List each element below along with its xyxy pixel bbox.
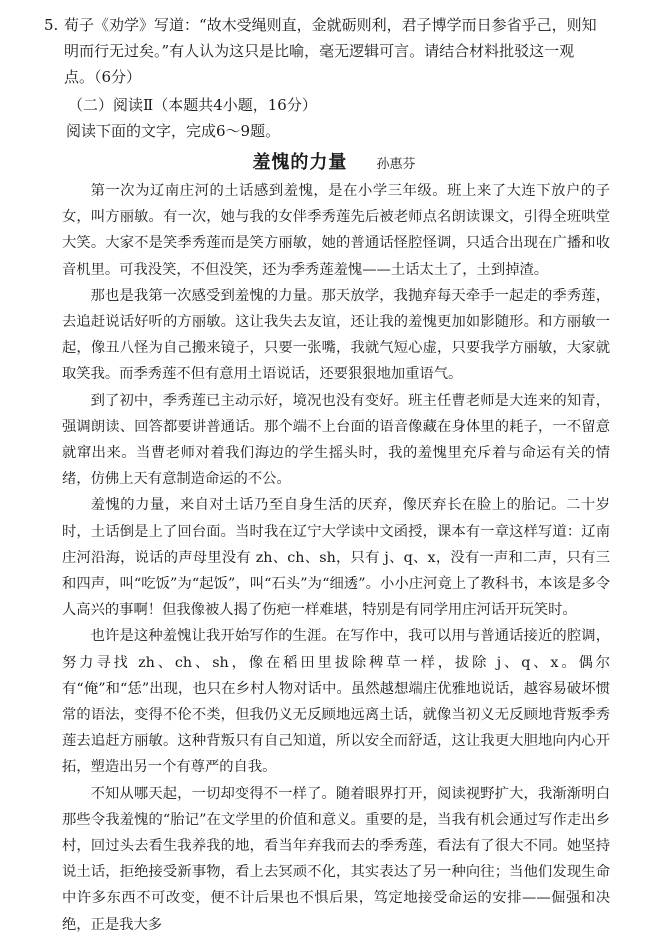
- question-5: [44, 12, 604, 90]
- question-number: 5.: [44, 16, 59, 34]
- article-body: [62, 178, 610, 938]
- article-header: [0, 148, 668, 174]
- paragraph: 也许是这种羞愧让我开始写作的生涯。在写作中，我可以用与普通话接近的腔调，努力寻找 zh、ch、sh，像在稻田里拔除稗草一样，拔除 j、q、x。偶尔有“俺”和“恁”出现，也只在乡村人物对话中。虽然越想端庄优雅地说话，越容易破坏惯常的语法，变得不伦不类，但我仍义无反顾地远离土话，就像当初义无反顾地背叛季秀莲去追赶方丽敏。这种背叛只有自己知道，所以安全而舒适，这让我更大胆地向内心开拓，塑造出另一个有尊严的自我。: [62, 628, 610, 776]
- paragraph: 第一次为辽南庄河的土话感到羞愧，是在小学三年级。班上来了大连下放户的子女，叫方丽敏。有一次，她与我的女伴季秀莲先后被老师点名朗读课文，引得全班哄堂大笑。大家不是笑季秀莲而是笑方丽敏，她的普通话怪腔怪调，只适合出现在广播和收音机里。可我没笑，不但没笑，还为季秀莲羞愧——土话太土了，土到掉渣。: [62, 183, 610, 278]
- question-text: 荀子《劝学》写道：“故木受绳则直，金就砺则利，君子博学而日参省乎己，则知明而行无过矣。”有人认为这只是比喻，毫无逻辑可言。请结合材料批驳这一观点。（6分）: [64, 16, 597, 86]
- article-title: 羞愧的力量: [252, 152, 348, 173]
- section-heading: （二）阅读Ⅱ（本题共4小题，16分）: [68, 96, 317, 114]
- paragraph: 到了初中，季秀莲已主动示好，境况也没有变好。班主任曹老师是大连来的知青，强调朗读、回答都要讲普通话。那个端不上台面的语音像藏在身体里的耗子，一不留意就窜出来。当曹老师对着我们海边的学生摇头时，我的羞愧里充斥着与命运有关的情绪，仿佛上天有意制造命运的不公。: [62, 392, 610, 488]
- paragraph: 羞愧的力量，来自对土话乃至自身生活的厌弃，像厌弃长在脸上的胎记。二十岁时，土话倒是上了回台面。当时我在辽宁大学读中文函授，课本有一章这样写道：辽南庄河沿海，说话的声母里没有 zh、ch、sh，只有 j、q、x，没有一声和二声，只有三和四声，叫“吃饭”为“起饭”，叫“石头”为“细透”。小小庄河竟上了教科书，本该是多令人高兴的事啊！但我像被人揭了伤疤一样难堪，特别是有同学用庄河话开玩笑时。: [62, 497, 610, 619]
- paragraph: 不知从哪天起，一切却变得不一样了。随着眼界打开，阅读视野扩大，我渐渐明白那些令我羞愧的“胎记”在文学里的价值和意义。重要的是，当我有机会通过写作走出乡村，回过头去看生我养我的地，看当年弃我而去的季秀莲，看法有了很大不同。她坚持说土话，拒绝接受新事物，看上去冥顽不化，其实表达了另一种向往；当他们发现生命中许多东西不可改变，便不计后果也不惧后果，笃定地接受命运的安排——倔强和决绝，正是我大多: [62, 785, 610, 933]
- section-instruction: 阅读下面的文字，完成6～9题。: [66, 122, 281, 140]
- article-author: 孙惠芬: [376, 157, 416, 172]
- paragraph: 那也是我第一次感受到羞愧的力量。那天放学，我抛弃每天牵手一起走的季秀莲，去追赶说话好听的方丽敏。这让我失去友谊，还让我的羞愧更加如影随形。和方丽敏一起，像丑八怪为自己搬来镜子，只要一张嘴，我就气短心虚，只要我学方丽敏，大家就取笑我。而季秀莲不但有意用土语说话，还要狠狠地加重语气。: [62, 287, 610, 383]
